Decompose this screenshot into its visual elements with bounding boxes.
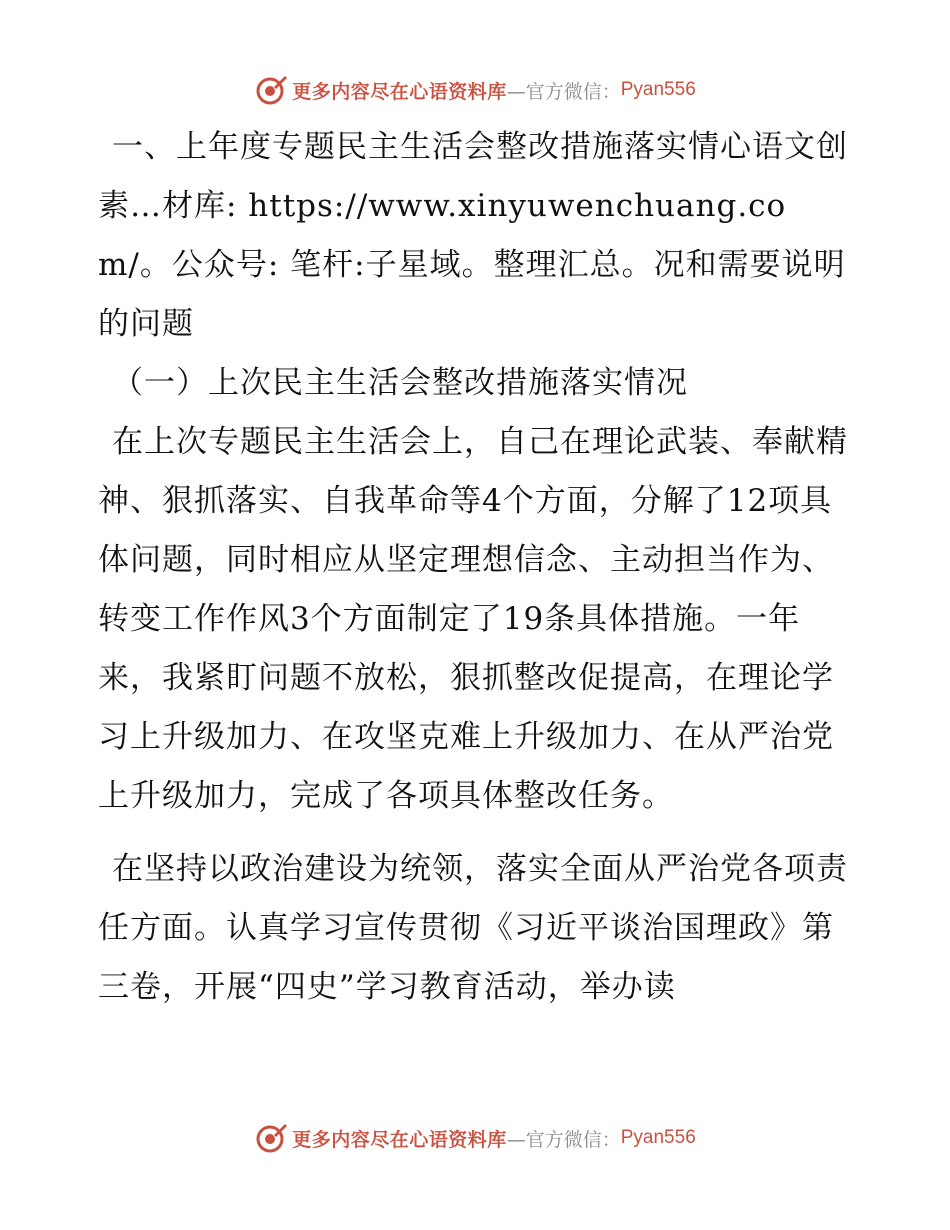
banner-text: 更多内容尽在心语资料库: [292, 80, 507, 103]
banner-separator: —官方微信：: [506, 80, 621, 103]
paragraph-1: [98, 413, 858, 826]
watermark-banner-bottom: [0, 1118, 950, 1158]
banner-text: 更多内容尽在心语资料库: [292, 1128, 507, 1151]
heading-section-1-text: 一、上年度专题民主生活会整改措施落实情心语文创素…材库: https://www.xinyuwenchuang.com/。公众号: 笔杆:子星域。整理汇总。况和需要说明的问题: [98, 129, 848, 342]
brush-logo-icon: [254, 1121, 288, 1155]
paragraph-2-text: 在坚持以政治建设为统领，落实全面从严治党各项责任方面。认真学习宣传贯彻《习近平谈治国理政》第三卷，开展“四史”学习教育活动，举办读: [98, 851, 848, 1005]
banner-wechat-id: Pyan556: [620, 79, 696, 100]
heading-section-1: [98, 118, 858, 354]
document-body: [98, 118, 858, 1017]
banner-wechat-id: Pyan556: [620, 1127, 696, 1148]
subheading-1-text: （一）上次民主生活会整改措施落实情况: [112, 365, 688, 401]
brush-logo-icon: [254, 73, 288, 107]
paragraph-2: [98, 840, 858, 1017]
banner-separator: —官方微信：: [506, 1128, 621, 1151]
paragraph-gap: [98, 826, 858, 840]
paragraph-1-text: 在上次专题民主生活会上，自己在理论武装、奉献精神、狠抓落实、自我革命等4个方面，分解了12项具体问题，同时相应从坚定理想信念、主动担当作为、转变工作作风3个方面制定了19条具体措施。一年来，我紧盯问题不放松，狠抓整改促提高，在理论学习上升级加力、在攻坚克难上升级加力、在从严治党上升级加力，完成了各项具体整改任务。: [98, 424, 848, 814]
subheading-1: [98, 354, 858, 413]
watermark-banner-top: [0, 70, 950, 110]
